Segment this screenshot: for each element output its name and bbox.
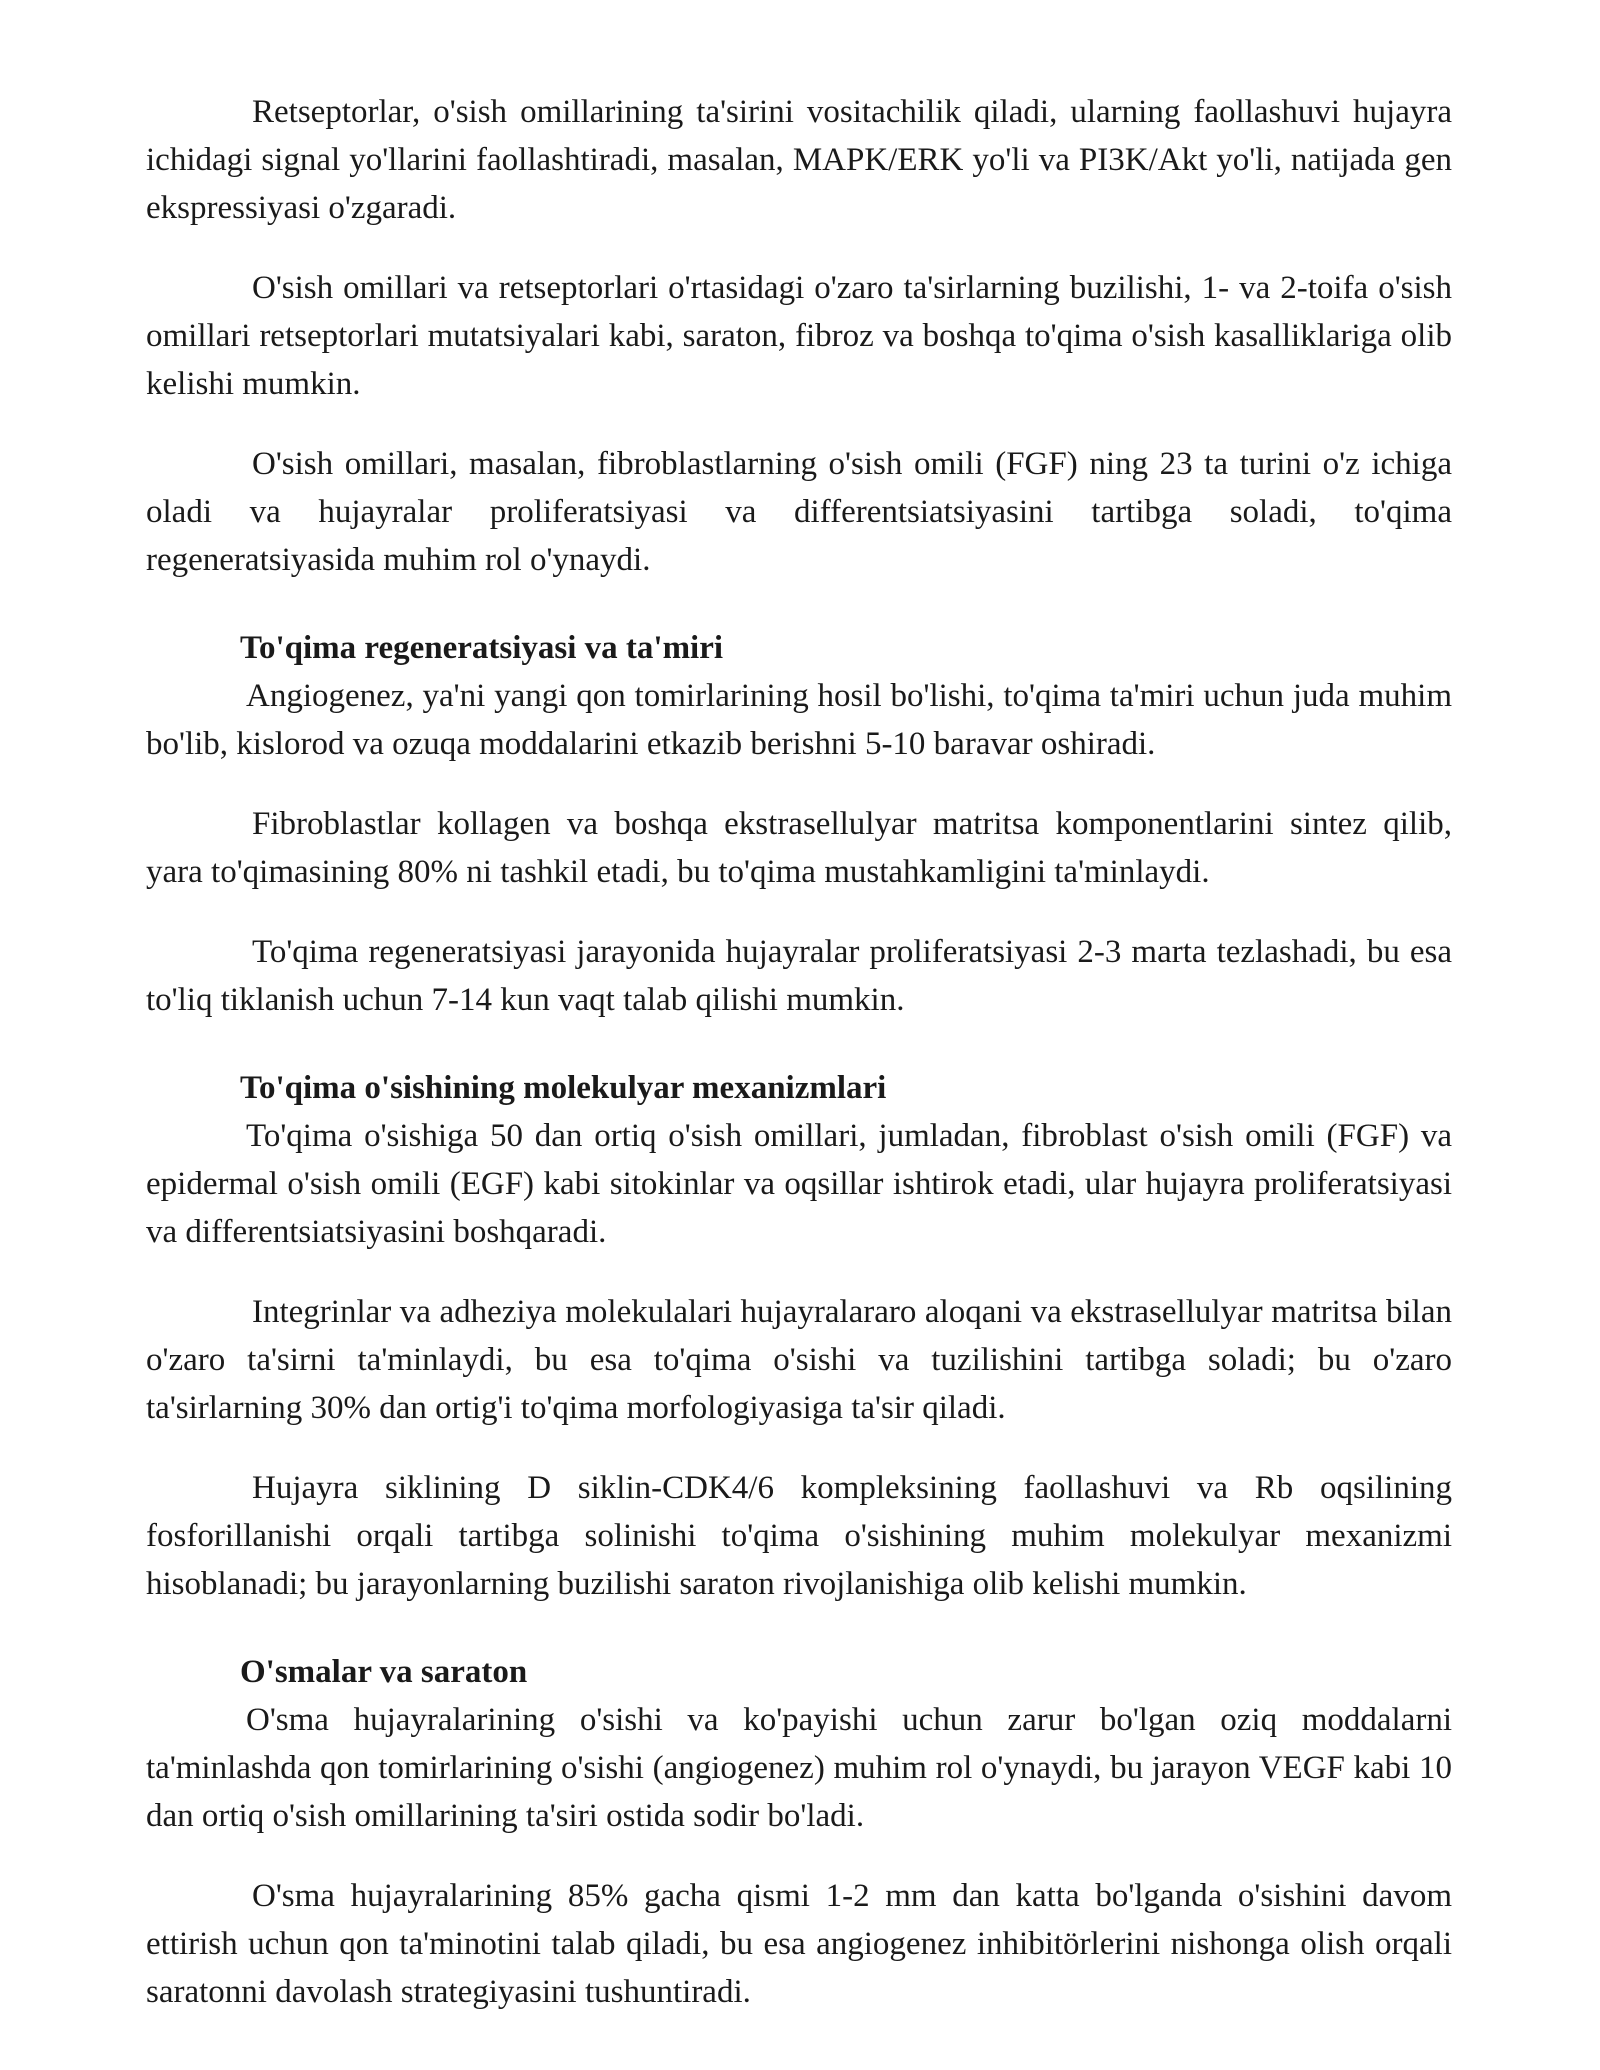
section-heading: O'smalar va saraton [240,1654,528,1690]
paragraph: O'sish omillari va retseptorlari o'rtasidagi o'zaro ta'sirlarning buzilishi, 1- va 2-toifa o'sish omillari retseptorlari mutatsiyalari kabi, saraton, fibroz va boshqa to'qima o'sish kasalliklariga olib kelishi mumkin. [146,270,1452,402]
paragraph: Integrinlar va adheziya molekulalari hujayralararo aloqani va ekstrasellulyar matritsa bilan o'zaro ta'sirni ta'minlaydi, bu esa to'qima o'sishi va tuzilishini tartibga soladi; bu o'zaro ta'sirlarning 30% dan ortig'i to'qima morfologiyasiga ta'sir qiladi. [146,1294,1452,1426]
paragraph: O'sish omillari, masalan, fibroblastlarning o'sish omili (FGF) ning 23 ta turini o'z ichiga oladi va hujayralar proliferatsiyasi va differentsiatsiyasini tartibga soladi, to'qima regeneratsiyasida muhim rol o'ynaydi. [146,446,1452,578]
paragraph: To'qima regeneratsiyasi jarayonida hujayralar proliferatsiyasi 2-3 marta tezlashadi, bu esa to'liq tiklanish uchun 7-14 kun vaqt talab qilishi mumkin. [146,934,1452,1018]
section-heading: To'qima regeneratsiyasi va ta'miri [240,630,724,666]
paragraph: To'qima o'sishiga 50 dan ortiq o'sish omillari, jumladan, fibroblast o'sish omili (FGF) va epidermal o'sish omili (EGF) kabi sitokinlar va oqsillar ishtirok etadi, ular hujayra proliferatsiyasi va differentsiatsiyasini boshqaradi. [146,1118,1452,1250]
section-heading: To'qima o'sishining molekulyar mexanizmlari [240,1070,887,1106]
paragraph: Angiogenez, ya'ni yangi qon tomirlarining hosil bo'lishi, to'qima ta'miri uchun juda muhim bo'lib, kislorod va ozuqa moddalarini etkazib berishni 5-10 baravar oshiradi. [146,678,1452,762]
document-page [146,88,1452,2016]
paragraph: Fibroblastlar kollagen va boshqa ekstrasellulyar matritsa komponentlarini sintez qilib, yara to'qimasining 80% ni tashkil etadi, bu to'qima mustahkamligini ta'minlaydi. [146,806,1452,890]
paragraph: O'sma hujayralarining 85% gacha qismi 1-2 mm dan katta bo'lganda o'sishini davom ettirish uchun qon ta'minotini talab qiladi, bu esa angiogenez inhibitörlerini nishonga olish orqali saratonni davolash strategiyasini tushuntiradi. [146,1878,1452,2010]
paragraph: Retseptorlar, o'sish omillarining ta'sirini vositachilik qiladi, ularning faollashuvi hujayra ichidagi signal yo'llarini faollashtiradi, masalan, MAPK/ERK yo'li va PI3K/Akt yo'li, natijada gen ekspressiyasi o'zgaradi. [146,94,1452,226]
paragraph: O'sma hujayralarining o'sishi va ko'payishi uchun zarur bo'lgan oziq moddalarni ta'minlashda qon tomirlarining o'sishi (angiogenez) muhim rol o'ynaydi, bu jarayon VEGF kabi 10 dan ortiq o'sish omillarining ta'siri ostida sodir bo'ladi. [146,1702,1452,1834]
paragraph: Hujayra siklining D siklin-CDK4/6 kompleksining faollashuvi va Rb oqsilining fosforillanishi orqali tartibga solinishi to'qima o'sishining muhim molekulyar mexanizmi hisoblanadi; bu jarayonlarning buzilishi saraton rivojlanishiga olib kelishi mumkin. [146,1470,1452,1602]
